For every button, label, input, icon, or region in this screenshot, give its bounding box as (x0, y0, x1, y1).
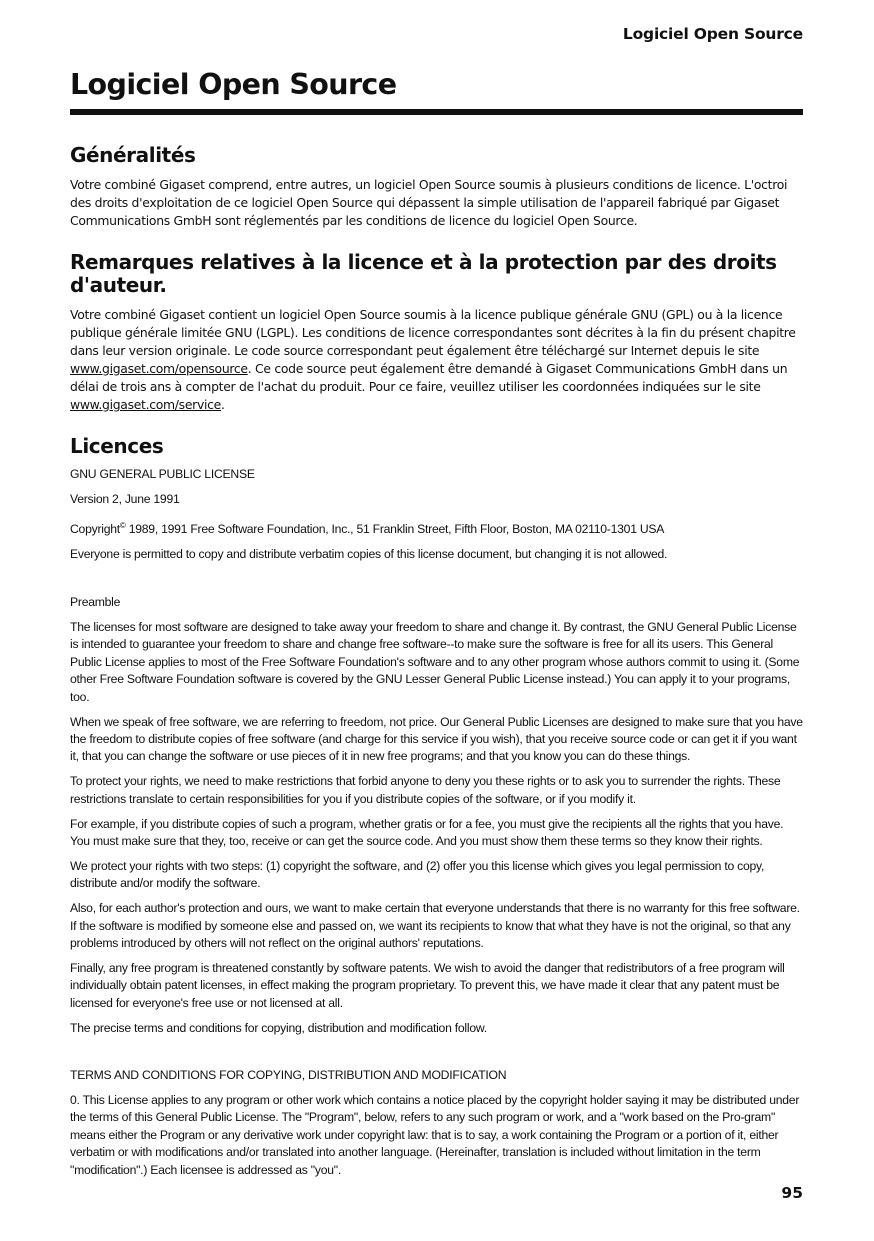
page-title: Logiciel Open Source (70, 68, 397, 101)
preamble-paragraph: Finally, any free program is threatened constantly by software patents. We wish to avoid the danger that redistributors of a free program will individually obtain patent licenses, in effect making the program proprietary. To prevent this, we have made it clear that any patent must be licensed for everyone's free use or not licensed at all. (70, 960, 785, 1010)
copyright-line (70, 517, 803, 538)
copyright-details: 1989, 1991 Free Software Foundation, Inc., 51 Franklin Street, Fifth Floor, Boston, MA 02110-1301 USA (125, 521, 665, 536)
document-page (70, 0, 803, 1241)
section-heading-remarques: Remarques relatives à la licence et à la protection par des droits d'auteur. (70, 250, 777, 297)
preamble-paragraph: Also, for each author's protection and ours, we want to make certain that everyone understands that there is no warranty for this free software. If the software is modified by someone else and passed on, we want its recipients to know that what they have is not the original, so that any problems introduced by others will not reflect on the original authors' reputations. (70, 901, 800, 951)
preamble-paragraph: The licenses for most software are designed to take away your freedom to share and change it. By contrast, the GNU General Public License is intended to guarantee your freedom to share and change free software--to make sure the software is free for all its users. This General Public License applies to most of the Free Software Foundation's software and to any other program whose authors commit to using it. (Some other Free Software Foundation software is covered by the GNU Lesser General Public License instead.) You can apply it to your programs, too. (70, 620, 800, 704)
page-number: 95 (781, 1184, 803, 1202)
generalites-paragraph: Votre combiné Gigaset comprend, entre autres, un logiciel Open Source soumis à plusieurs conditions de licence. L'octroi des droits d'exploitation de ce logiciel Open Source qui dépassent la simple utilisation de l'appareil fabriqué par Gigaset Communications GmbH sont réglementés par les conditions de licence du logiciel Open Source. (70, 177, 788, 228)
main-content (70, 144, 803, 1187)
preamble-paragraph: When we speak of free software, we are referring to freedom, not price. Our General Public Licenses are designed to make sure that you have the freedom to distribute copies of free software (and charge for this service if you wish), that you receive source code or can get it if you want it, that you can change the software or use pieces of it in new free programs; and that you know you can do these things. (70, 714, 803, 764)
term-paragraph: 0. This License applies to any program or other work which contains a notice placed by the copyright holder saying it may be distributed under the terms of this General Public License. The "Program", below, refers to any such program or work, and a "work based on the Pro-gram" means either the Program or any derivative work under copyright law: that is to say, a work containing the Program or a portion of it, either verbatim or with modifications and/or translated into another language. (Hereinafter, translation is included without limitation in the term "modification".) Each licensee is addressed as "you". (70, 1092, 800, 1177)
copyright-symbol: © (119, 520, 126, 530)
title-rule (70, 109, 803, 115)
preamble-heading: Preamble (70, 594, 121, 609)
section-heading-licences: Licences (70, 434, 164, 458)
remarques-paragraph (70, 306, 803, 414)
section-heading-generalites: Généralités (70, 143, 196, 167)
preamble-paragraph: For example, if you distribute copies of such a program, whether gratis or for a fee, you must give the recipients all the rights that you have. You must make sure that they, too, receive or can get the source code. And you must show them these terms so they know their rights. (70, 816, 784, 848)
preamble-paragraph: We protect your rights with two steps: (1) copyright the software, and (2) offer you this license which gives you legal permission to copy, distribute and/or modify the software. (70, 858, 765, 891)
copyright-word: Copyright (70, 521, 120, 536)
opensource-link[interactable]: www.gigaset.com/opensource (70, 361, 248, 376)
permission-notice: Everyone is permitted to copy and distribute verbatim copies of this license document, but changing it is not allowed. (70, 547, 668, 562)
remarques-text-3: . (220, 397, 225, 412)
preamble-paragraph: The precise terms and conditions for copying, distribution and modification follow. (70, 1020, 487, 1035)
preamble-paragraph: To protect your rights, we need to make restrictions that forbid anyone to deny you these rights or to ask you to surrender the rights. These restrictions translate to certain responsibilities for you if you distribute copies of the software, or if you modify it. (70, 774, 781, 806)
license-version: Version 2, June 1991 (70, 492, 180, 507)
terms-heading: TERMS AND CONDITIONS FOR COPYING, DISTRIBUTION AND MODIFICATION (70, 1067, 507, 1082)
service-link[interactable]: www.gigaset.com/service (70, 397, 221, 412)
remarques-text-1: Votre combiné Gigaset contient un logiciel Open Source soumis à la licence publique générale GNU (GPL) ou à la licence publique générale limitée GNU (LGPL). Les conditions de licence correspondantes sont décrites à la fin du présent chapitre dans leur version originale. Le code source correspondant peut également être téléchargé sur Internet depuis le site (70, 307, 796, 358)
remarques-text-2: . Ce code source peut également être demandé à Gigaset Communications GmbH dans un délai de trois ans à compter de l'achat du produit. Pour ce faire, veuillez utiliser les coordonnées indiquées sur le site (70, 361, 788, 394)
license-name: GNU GENERAL PUBLIC LICENSE (70, 467, 255, 481)
running-header: Logiciel Open Source (622, 25, 803, 43)
